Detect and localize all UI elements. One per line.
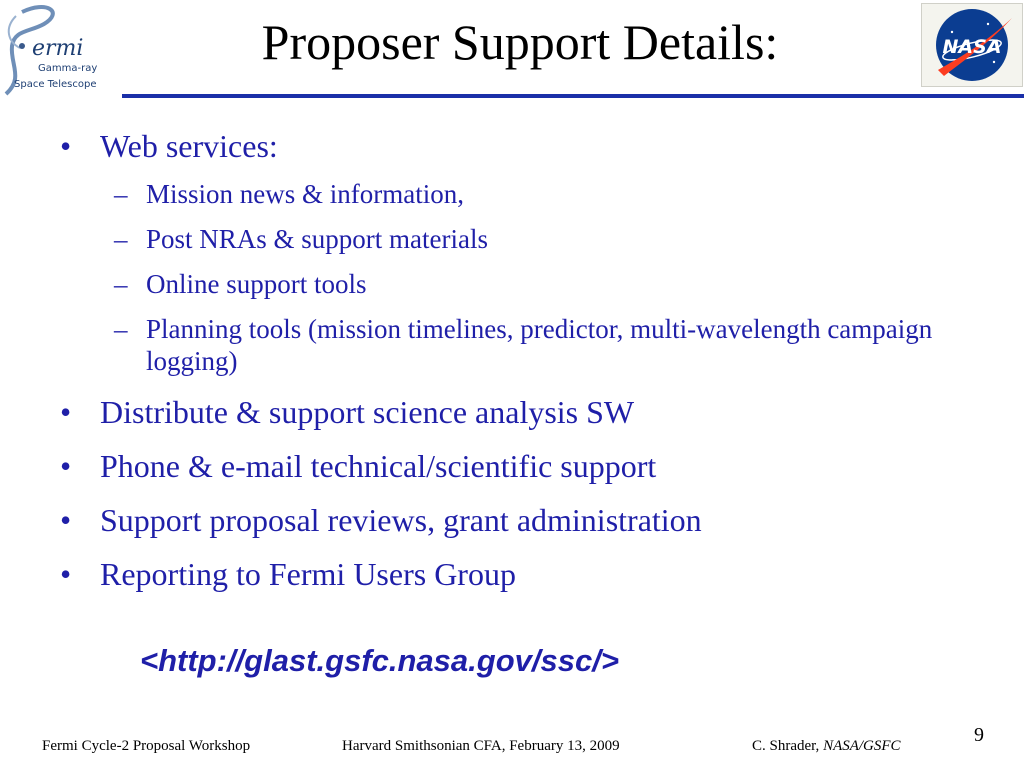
footer-venue-date: Harvard Smithsonian CFA, February 13, 2009 bbox=[342, 738, 620, 754]
sub-bullet-text: Mission news & information, bbox=[146, 179, 464, 209]
bullet-text: Phone & e-mail technical/scientific support bbox=[100, 448, 657, 484]
svg-text:ermi: ermi bbox=[32, 36, 84, 61]
sub-bullet-text: Online support tools bbox=[146, 269, 367, 299]
bullet-text: Web services: bbox=[100, 128, 278, 164]
bullet-item bbox=[60, 500, 1000, 540]
sub-bullet-list bbox=[60, 178, 1000, 377]
page-number: 9 bbox=[974, 724, 984, 746]
svg-text:NASA: NASA bbox=[942, 36, 1002, 58]
slide-title: Proposer Support Details: bbox=[261, 14, 779, 70]
bullet-text: Support proposal reviews, grant administration bbox=[100, 502, 702, 538]
bullet-text: Distribute & support science analysis SW bbox=[100, 394, 635, 430]
svg-text:Gamma-ray: Gamma-ray bbox=[38, 63, 98, 74]
bullet-item bbox=[60, 126, 1000, 166]
footer-event: Fermi Cycle-2 Proposal Workshop bbox=[42, 738, 251, 754]
footer-author-org: NASA/GSFC bbox=[823, 738, 901, 754]
dash-marker: – bbox=[114, 314, 128, 344]
bullet-marker: • bbox=[60, 394, 72, 430]
bullet-marker: • bbox=[60, 556, 72, 592]
footer-author-name: C. Shrader, bbox=[752, 738, 820, 754]
fermi-logo-icon bbox=[2, 2, 120, 98]
sub-bullet-text: Planning tools (mission timelines, predictor, multi-wavelength campaign logging) bbox=[146, 314, 933, 376]
nasa-logo-icon bbox=[921, 3, 1023, 87]
bullet-text: Reporting to Fermi Users Group bbox=[100, 556, 516, 592]
bullet-marker: • bbox=[60, 502, 72, 538]
sub-bullet-item bbox=[60, 178, 1000, 210]
dash-marker: – bbox=[114, 179, 128, 209]
bullet-item bbox=[60, 392, 1000, 432]
svg-text:Space Telescope: Space Telescope bbox=[14, 79, 97, 90]
bullet-marker: • bbox=[60, 448, 72, 484]
dash-marker: – bbox=[114, 269, 128, 299]
bullet-item bbox=[60, 446, 1000, 486]
sub-bullet-item bbox=[60, 223, 1000, 255]
sub-bullet-text: Post NRAs & support materials bbox=[146, 224, 488, 254]
dash-marker: – bbox=[114, 224, 128, 254]
footer-author bbox=[752, 738, 901, 755]
sub-bullet-item bbox=[60, 268, 1000, 300]
sub-bullet-item bbox=[60, 313, 1000, 377]
bullet-marker: • bbox=[60, 128, 72, 164]
title-divider bbox=[122, 94, 1024, 98]
bullet-item bbox=[60, 554, 1000, 594]
bullet-list bbox=[60, 126, 1000, 608]
ssc-website-link[interactable]: <http://glast.gsfc.nasa.gov/ssc/> bbox=[140, 643, 619, 678]
